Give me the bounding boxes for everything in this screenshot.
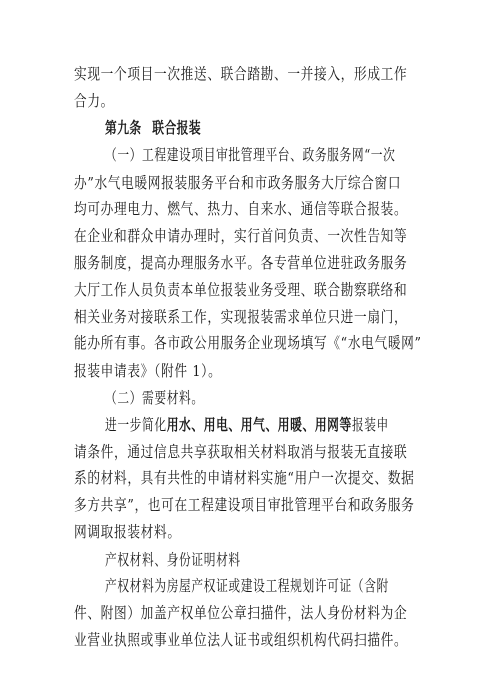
section2-line-2: 请条件，通过信息共享获取相关材料取消与报装无直接联 [74, 442, 408, 461]
article-title: 联合报装 [152, 119, 202, 138]
section2-emphasis: 用水、用电、用气、用暖、用网等 [166, 415, 352, 434]
intro-line-2: 合力。 [74, 92, 115, 111]
section1-line-3: 均可办理电力、燃气、热力、自来水、通信等联合报装。 [74, 199, 408, 218]
section2-line-5: 网调取报装材料。 [74, 523, 181, 542]
section1-line-5: 服务制度，提高办理服务水平。各专营单位进驻政务服务 [74, 253, 408, 272]
subsection-line-3: 业营业执照或事业单位法人证书或组织机构代码扫描件。 [74, 631, 408, 649]
section1-line-6: 大厅工作人员负责本单位报装业务受理、联合勘察联络和 [74, 281, 408, 300]
subsection-heading: 产权材料、身份证明材料 [105, 550, 241, 569]
section1-line-1: （一）工程建设项目审批管理平台、政务服务网“一次 [105, 146, 396, 165]
article-number: 第九条 [105, 119, 142, 138]
section1-line-2: 办”水气电暖网报装服务平台和市政务服务大厅综合窗口 [74, 173, 402, 192]
section1-line-4: 在企业和群众申请办理时，实行首问负责、一次性告知等 [74, 226, 408, 245]
section2-line-1-a: 进一步简化 [105, 415, 167, 434]
section1-line-8: 能办所有事。各市政公用服务企业现场填写《“水电气暖网” [74, 334, 422, 353]
section2-line-1 [105, 415, 487, 435]
section1-line-7: 相关业务对接联系工作，实现报装需求单位只进一扇门， [74, 308, 408, 327]
subsection-line-1: 产权材料为房屋产权证或建设工程规划许可证（含附 [105, 576, 389, 595]
section1-line-9: 报装申请表》（附件 1）。 [74, 361, 222, 380]
section2-heading: （二）需要材料。 [105, 388, 204, 407]
subsection-line-2: 件、附图）加盖产权单位公章扫描件，法人身份材料为企 [74, 603, 408, 622]
section2-line-3: 系的材料，具有共性的申请材料实施“用户一次提交、数据 [74, 469, 415, 488]
section2-line-4: 多方共享”，也可在工程建设项目审批管理平台和政务服务 [74, 496, 415, 515]
article-heading [105, 118, 487, 138]
intro-line-1: 实现一个项目一次推送、联合踏勘、一并接入，形成工作 [74, 65, 408, 83]
section2-line-1-c: 报装申 [351, 415, 389, 434]
